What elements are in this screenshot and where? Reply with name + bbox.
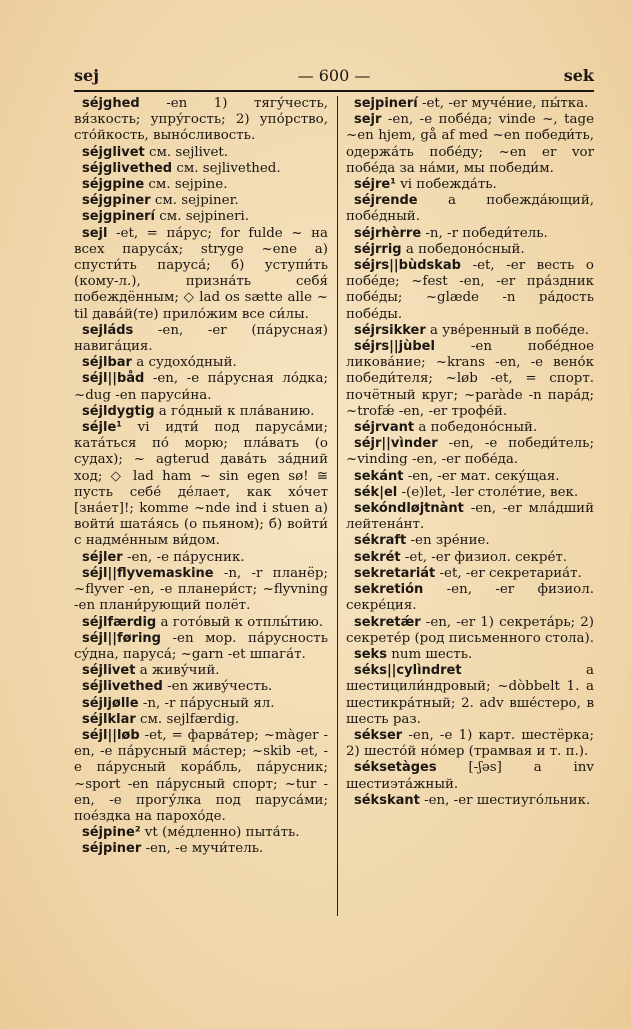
dictionary-entry: [346, 501, 594, 533]
entry-definition: a судохо́дный.: [131, 355, 237, 371]
entry-headword: séjre¹: [354, 177, 396, 193]
dictionary-entry: [74, 663, 328, 679]
dictionary-entry: [74, 566, 328, 615]
entry-headword: séjlivethed: [82, 679, 163, 695]
entry-headword: séjljølle: [82, 695, 139, 711]
dictionary-entry: [74, 728, 328, 825]
entry-definition: см. sejlfærdig.: [135, 711, 240, 727]
entry-headword: séjldygtig: [82, 403, 155, 419]
entry-headword: séjglivethed: [82, 160, 173, 176]
entry-headword: sekretǽr: [354, 614, 421, 630]
entry-headword: séjrvant: [354, 420, 415, 436]
header-rule: [74, 90, 594, 92]
entry-headword: sekánt: [354, 468, 404, 484]
entry-headword: séjgpine: [82, 177, 145, 193]
entry-definition: -en, -e па́русная ло́дка; ~dug -en паруси́на.: [74, 371, 328, 403]
entry-headword: sejpinerí: [354, 96, 418, 111]
dictionary-entry: [346, 193, 594, 225]
entry-headword: séjlivet: [82, 663, 136, 679]
dictionary-entry: [346, 436, 594, 468]
entry-headword: séjrhèrre: [354, 225, 422, 241]
dictionary-entry: [74, 404, 328, 420]
entry-definition: -n, -r па́русный ял.: [138, 695, 275, 711]
entry-definition: -n, -r победи́тель.: [421, 225, 548, 241]
entry-headword: séjl||føring: [82, 630, 161, 646]
dictionary-entry: [74, 550, 328, 566]
dictionary-entry: [74, 161, 328, 177]
entry-definition: a живу́чий.: [135, 663, 220, 679]
entry-definition: -en 1) тягу́честь, вя́зкость; упру́гость; 2) упо́рство, сто́йкость, выно́сливость.: [74, 96, 328, 144]
entry-definition: a уве́ренный в побе́де.: [425, 322, 590, 338]
entry-headword: séjrs||jùbel: [354, 339, 435, 355]
entry-definition: a победоно́сный.: [401, 241, 525, 257]
dictionary-entry: [346, 112, 594, 177]
entry-headword: séjrrig: [354, 241, 402, 257]
page-number: — 600 —: [297, 66, 371, 85]
entry-headword: sekóndløjtnànt: [354, 501, 464, 517]
dictionary-entry: [346, 469, 594, 485]
entry-headword: séjrsikker: [354, 322, 426, 338]
header-guide-word-right: sek: [563, 66, 594, 85]
entry-headword: sejgpinerí: [82, 209, 156, 225]
entry-definition: см. sejlivet.: [144, 144, 229, 160]
dictionary-entry: [74, 696, 328, 712]
entry-definition: -en, -e победи́тель; ~vinding -en, -er побе́да.: [346, 436, 594, 468]
entry-definition: a победоно́сный.: [414, 420, 538, 436]
header-guide-word-left: sej: [74, 66, 99, 85]
entry-definition: -en живу́честь.: [162, 679, 273, 695]
entry-headword: séjrs||bùdskab: [354, 258, 461, 274]
page-header: [74, 66, 594, 90]
dictionary-entry: [346, 582, 594, 614]
entry-headword: séjghed: [82, 96, 140, 111]
entry-definition: см. sejpine.: [144, 177, 228, 193]
entry-headword: sekretariát: [354, 565, 436, 581]
entry-definition: a го́дный к пла́ванию.: [154, 403, 315, 419]
entry-headword: séjler: [82, 549, 123, 565]
dictionary-entry: [346, 566, 594, 582]
dictionary-entry: [74, 226, 328, 323]
entry-definition: см. sejlivethed.: [172, 160, 281, 176]
entry-definition: -en, -er мат. секу́щая.: [403, 468, 560, 484]
dictionary-entry: [346, 323, 594, 339]
dictionary-entry: [346, 615, 594, 647]
dictionary-entry: [346, 550, 594, 566]
entry-definition: -et, = па́рус; for fulde ~ на всех паруса́х; stryge ~ene а) спусти́ть паруса́; б) уступи́ть (кому-л.), призна́ть себя́ побеждённым; ◇ lad os sætte alle ~ til дава́й(те) прило́жим все си́лы.: [74, 225, 328, 322]
entry-headword: sekrét: [354, 549, 401, 565]
entry-definition: vt (ме́дленно) пыта́ть.: [140, 825, 300, 841]
dictionary-entry: [346, 226, 594, 242]
entry-headword: sekretión: [354, 582, 424, 598]
entry-definition: см. sejpineri.: [155, 209, 250, 225]
dictionary-entry: [346, 420, 594, 436]
entry-headword: séjr||vìnder: [354, 436, 438, 452]
entry-definition: -et, -er муче́ние, пы́тка.: [417, 96, 589, 111]
dictionary-entry: [346, 258, 594, 323]
entry-headword: sékraft: [354, 533, 407, 549]
entry-definition: -en, -er шестиуго́льник.: [419, 792, 591, 808]
dictionary-entry: [74, 420, 328, 550]
dictionary-entry: [74, 615, 328, 631]
entry-definition: -en, -e мучи́тель.: [141, 841, 264, 857]
entry-definition: -(e)let, -ler столе́тие, век.: [397, 484, 579, 500]
dictionary-entry: [346, 663, 594, 728]
entry-definition: -et, = фарва́тер; ~màger -en, -e па́русный ма́стер; ~skib -et, -e па́русный кора́бль, па́русник; ~sport -en па́русный спорт; ~tur -en, -e прогу́лка под паруса́ми; пое́здка на парохо́де.: [74, 727, 328, 824]
entry-definition: -et, -er весть о побе́де; ~fest -en, -er пра́здник побе́ды; ~glæde -n ра́дость побе́ды.: [346, 258, 594, 322]
entry-headword: séjgpiner: [82, 193, 151, 209]
entry-headword: séjlfærdig: [82, 614, 157, 630]
dictionary-entry: [346, 242, 594, 258]
dictionary-entry: [74, 323, 328, 355]
entry-definition: -en зре́ние.: [406, 533, 490, 549]
entry-headword: sejláds: [82, 322, 134, 338]
entry-definition: -et, -er секретариа́т.: [435, 565, 582, 581]
dictionary-entry: [74, 96, 328, 145]
entry-headword: sék|el: [354, 484, 398, 500]
entry-headword: séjle¹: [82, 420, 122, 436]
entry-headword: sékskant: [354, 792, 420, 808]
entry-definition: vi идти́ под паруса́ми; ката́ться по́ морю; пла́вать (о судах); ~ agterud дава́ть за́дний ход; ◇ lad ham ~ sin egen sø! ≅ пусть себе́ де́лает, как хо́чет [зна́ет]!; komme ~nde ind i stuen а) войти́ шата́ясь (о пьяном); б) войти́ с надме́нным ви́дом.: [74, 420, 328, 549]
entry-definition: -en мор. па́русность су́дна, паруса́; ~garn -et шпага́т.: [74, 630, 328, 662]
dictionary-entry: [74, 371, 328, 403]
dictionary-entry: [346, 647, 594, 663]
dictionary-entry: [74, 841, 328, 857]
dictionary-entry: [74, 177, 328, 193]
column-divider: [337, 96, 338, 916]
entry-definition: a шестицили́ндровый; ~dòbbelt 1. a шестикра́тный; 2. adv вше́стеро, в шесть раз.: [346, 663, 594, 727]
entry-headword: seks: [354, 646, 387, 662]
entry-definition: -n, -r планёр; ~flyver -en, -e планери́ст; ~flyvning -en плани́рующий полёт.: [74, 565, 328, 614]
entry-headword: séjl||båd: [82, 371, 145, 387]
entry-headword: séjrende: [354, 193, 418, 209]
entry-headword: séjglivet: [82, 144, 145, 160]
entry-headword: séks||cylìndret: [354, 663, 462, 679]
entry-definition: -en, -er (па́русная) навига́ция.: [74, 322, 328, 355]
dictionary-entry: [346, 485, 594, 501]
dictionary-entry: [74, 712, 328, 728]
dictionary-entry: [74, 193, 328, 209]
left-column: [74, 96, 328, 858]
dictionary-entry: [346, 728, 594, 760]
entry-definition: -en, -er физиол. секре́ция.: [346, 582, 594, 614]
entry-definition: -en, -e па́русник.: [122, 549, 245, 565]
entry-headword: séjl||løb: [82, 727, 140, 743]
dictionary-entry: [74, 631, 328, 663]
entry-definition: -en, -er мла́дший лейтена́нт.: [346, 501, 594, 533]
dictionary-entry: [346, 96, 594, 112]
entry-definition: [-ʃəs] a inv шестиэта́жный.: [346, 760, 594, 792]
entry-headword: séksetàges: [354, 760, 437, 776]
dictionary-entry: [346, 533, 594, 549]
dictionary-entry: [74, 679, 328, 695]
entry-headword: séjpine²: [82, 825, 141, 841]
entry-headword: séjl||flyvemaskine: [82, 565, 214, 581]
entry-definition: vi побежда́ть.: [395, 177, 497, 193]
entry-headword: séjpiner: [82, 841, 142, 857]
entry-definition: -en побе́дное ликова́ние; ~krans -en, -e вено́к победи́теля; ~løb -et, = спорт. почётный круг; ~paràde -n пара́д; ~trofǽ -en, -er трофе́й.: [346, 339, 594, 419]
dictionary-entry: [346, 339, 594, 420]
right-column: [346, 96, 594, 809]
entry-definition: -en, -e побе́да; vinde ~, tage ~en hjem, gå af med ~en победи́ть, одержа́ть побе́ду; ~en er vor побе́да за на́ми, мы победи́м.: [346, 112, 594, 176]
dictionary-entry: [346, 760, 594, 792]
entry-definition: -en, -er 1) секрета́рь; 2) секрете́р (род письменного стола).: [346, 614, 594, 646]
entry-definition: см. sejpiner.: [150, 193, 239, 209]
entry-definition: a побежда́ющий, побе́дный.: [346, 193, 594, 225]
entry-definition: a гото́вый к отплы́тию.: [156, 614, 324, 630]
entry-definition: -et, -er физиол. секре́т.: [400, 549, 568, 565]
entry-headword: séjlbar: [82, 355, 132, 371]
dictionary-entry: [74, 209, 328, 225]
dictionary-entry: [346, 793, 594, 809]
dictionary-entry: [346, 177, 594, 193]
dictionary-entry: [74, 355, 328, 371]
dictionary-entry: [74, 825, 328, 841]
entry-definition: -en, -e 1) карт. шестёрка; 2) шесто́й но́мер (трамвая и т. п.).: [346, 727, 594, 760]
entry-headword: sejl: [82, 225, 108, 241]
entry-headword: sékser: [354, 727, 403, 743]
entry-headword: sejr: [354, 112, 382, 128]
entry-definition: num шесть.: [386, 646, 473, 662]
dictionary-entry: [74, 145, 328, 161]
entry-headword: séjlklar: [82, 711, 136, 727]
